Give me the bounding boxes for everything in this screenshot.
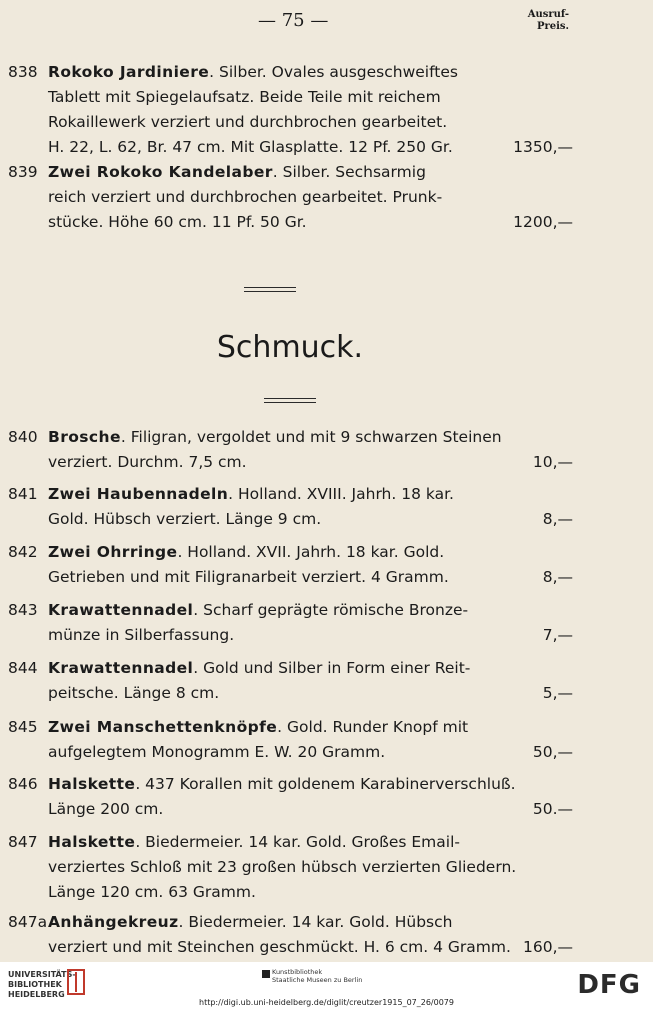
entry-number: 839 xyxy=(8,163,38,181)
entry-number: 845 xyxy=(8,718,38,736)
university-seal-icon xyxy=(66,968,86,996)
university-library-logo[interactable]: UNIVERSITÄTS- BIBLIOTHEK HEIDELBERG xyxy=(8,970,76,999)
entry-title: Rokoko Jardiniere xyxy=(48,63,210,81)
entry-title: Zwei Haubennadeln xyxy=(48,485,229,503)
entry-text: Halskette. Biedermeier. 14 kar. Gold. Großes Email- verziertes Schloß mit 23 großen hübsch verzierten Gliedern. Länge 120 cm. 63 Gramm. xyxy=(48,833,517,901)
entry-number: 842 xyxy=(8,543,38,561)
kunstbibliothek-logo[interactable]: Kunstbibliothek Staatliche Museen zu Berlin xyxy=(272,968,363,984)
source-url-link[interactable]: http://digi.ub.uni-heidelberg.de/diglit/creutzer1915_07_26/0079 xyxy=(199,998,454,1007)
entry-text: Zwei Rokoko Kandelaber. Silber. Sechsarmig reich verziert und durchbrochen gearbeitet. Prunk- stücke. Höhe 60 cm. 11 Pf. 50 Gr. xyxy=(48,163,443,231)
entry-number: 838 xyxy=(8,63,38,81)
entry-text: Zwei Manschettenknöpfe. Gold. Runder Knopf mit aufgelegtem Monogramm E. W. 20 Gramm. xyxy=(48,718,469,761)
dfg-logo[interactable]: DFG xyxy=(577,970,641,1000)
divider-rule xyxy=(244,287,296,288)
entry-price: 5,— xyxy=(542,684,573,702)
entry-number: 846 xyxy=(8,775,38,793)
entry-text: Zwei Haubennadeln. Holland. XVIII. Jahrh. 18 kar. Gold. Hübsch verziert. Länge 9 cm. xyxy=(48,485,454,528)
entry-price: 7,— xyxy=(542,626,573,644)
entry-price: 8,— xyxy=(542,568,573,586)
page-number: — 75 — xyxy=(258,10,329,31)
entry-text: Rokoko Jardiniere. Silber. Ovales ausgeschweiftes Tablett mit Spiegelaufsatz. Beide Teile mit reichem Rokaillewerk verziert und durchbrochen gearbeitet. H. 22, L. 62, Br. 47 cm. Mit Glasplatte. 12 Pf. 250 Gr. xyxy=(48,63,458,156)
entry-text: Krawattennadel. Gold und Silber in Form einer Reit- peitsche. Länge 8 cm. xyxy=(48,659,471,702)
entry-text: Anhängekreuz. Biedermeier. 14 kar. Gold. Hübsch verziert und mit Steinchen geschmückt. H. 6 cm. 4 Gramm. xyxy=(48,913,511,956)
divider-rule xyxy=(264,402,316,403)
entry-title: Zwei Ohrringe xyxy=(48,543,178,561)
entry-text: Zwei Ohrringe. Holland. XVII. Jahrh. 18 kar. Gold. Getrieben und mit Filigranarbeit verziert. 4 Gramm. xyxy=(48,543,449,586)
entry-title: Brosche xyxy=(48,428,121,446)
entry-title: Zwei Rokoko Kandelaber xyxy=(48,163,273,181)
entry-title: Halskette xyxy=(48,775,136,793)
entry-title: Halskette xyxy=(48,833,136,851)
entry-title: Anhängekreuz xyxy=(48,913,179,931)
entry-price: 50.— xyxy=(532,800,573,818)
entry-title: Zwei Manschettenknöpfe xyxy=(48,718,278,736)
entry-title: Krawattennadel xyxy=(48,659,194,677)
kunstbibliothek-icon xyxy=(262,970,270,978)
price-label-line2: Preis. xyxy=(536,21,569,32)
price-column-header xyxy=(528,9,569,33)
entry-number: 843 xyxy=(8,601,38,619)
entry-price: 1350,— xyxy=(513,138,573,156)
section-title: Schmuck. xyxy=(216,330,364,365)
entry-price: 160,— xyxy=(522,938,573,956)
entry-number: 847 xyxy=(8,833,38,851)
entry-number: 847a xyxy=(8,913,48,931)
entry-text: Halskette. 437 Korallen mit goldenem Karabinerverschluß. Länge 200 cm. xyxy=(48,775,516,818)
entry-price: 1200,— xyxy=(513,213,573,231)
entry-number: 841 xyxy=(8,485,38,503)
divider-rule xyxy=(244,291,296,292)
entry-price: 8,— xyxy=(542,510,573,528)
entry-text: Krawattennadel. Scharf geprägte römische Bronze- münze in Silberfassung. xyxy=(48,601,469,644)
entry-number: 844 xyxy=(8,659,38,677)
entry-title: Krawattennadel xyxy=(48,601,194,619)
entry-price: 50,— xyxy=(532,743,573,761)
price-label-line1: Ausruf- xyxy=(527,9,569,20)
entry-price: 10,— xyxy=(532,453,573,471)
divider-rule xyxy=(264,398,316,399)
digitization-footer xyxy=(0,962,653,1010)
entry-text: Brosche. Filigran, vergoldet und mit 9 schwarzen Steinen verziert. Durchm. 7,5 cm. xyxy=(48,428,502,471)
entry-number: 840 xyxy=(8,428,38,446)
